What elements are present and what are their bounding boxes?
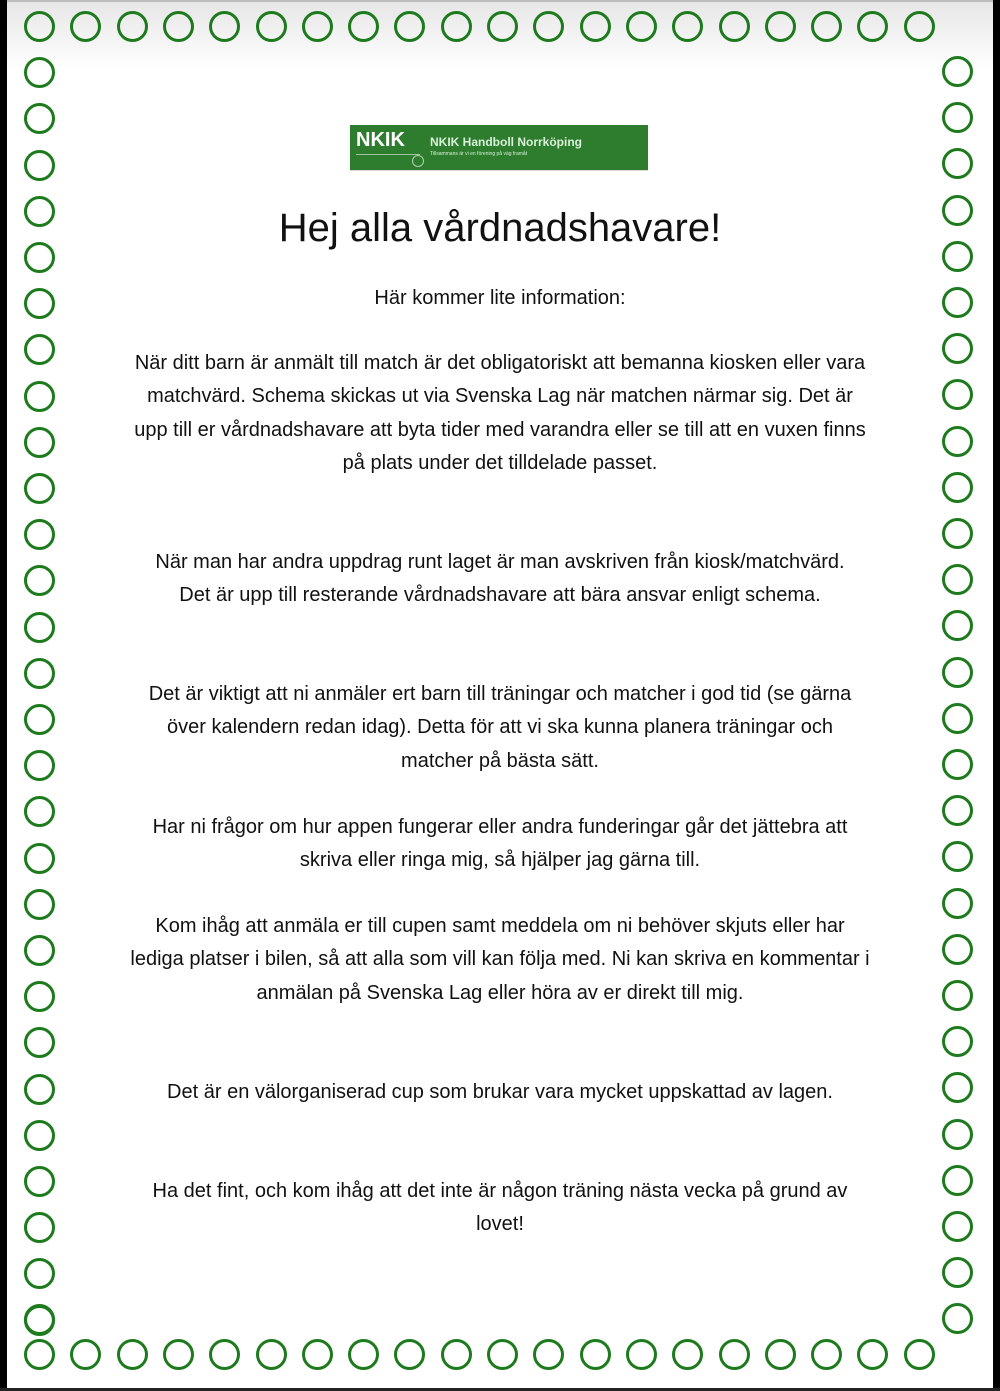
circle-ring-icon (857, 1339, 888, 1370)
circle-ring-icon (24, 150, 55, 181)
circle-ring-icon (24, 1166, 55, 1197)
circle-ring-icon (24, 1212, 55, 1243)
circle-ring-icon (904, 1339, 935, 1370)
circle-ring-icon (672, 1339, 703, 1370)
top-edge-line (7, 0, 993, 2)
circle-ring-icon (24, 1074, 55, 1105)
logo-mark-underline (356, 154, 420, 158)
circle-ring-icon (441, 11, 472, 42)
circle-ring-icon (24, 103, 55, 134)
circle-ring-icon (441, 1339, 472, 1370)
circle-ring-icon (765, 1339, 796, 1370)
circle-ring-icon (719, 11, 750, 42)
circle-ring-icon (24, 334, 55, 365)
circle-ring-icon (24, 565, 55, 596)
circle-ring-icon (24, 1304, 55, 1335)
club-logo-banner (350, 125, 648, 171)
circle-ring-icon (626, 11, 657, 42)
circle-ring-icon (942, 980, 973, 1011)
paragraph-match-duty: När ditt barn är anmält till match är det obligatoriskt att bemanna kiosken eller vara matchvärd. Schema skickas ut via Svenska Lag när matchen närmar sig. Det är upp till er vårdnadshavare att byta tider med varandra eller se till att en vuxen finns på plats under det tilldelade passet. (134, 352, 866, 474)
circle-ring-icon (302, 1339, 333, 1370)
circle-ring-icon (719, 1339, 750, 1370)
paragraph-registration: Det är viktigt att ni anmäler ert barn till träningar och matcher i god tid (se gärna över kalendern redan idag). Detta för att vi ska kunna planera träningar och matcher på bästa sätt. (148, 683, 852, 772)
circle-ring-icon (942, 657, 973, 688)
circle-ring-icon (942, 472, 973, 503)
circle-ring-icon (24, 1120, 55, 1151)
circle-ring-icon (209, 1339, 240, 1370)
circle-ring-icon (672, 11, 703, 42)
circle-ring-icon (942, 934, 973, 965)
circle-ring-icon (942, 1257, 973, 1288)
circle-ring-icon (24, 519, 55, 550)
circle-ring-icon (24, 242, 55, 273)
paragraph-closing: Ha det fint, och kom ihåg att det inte är någon träning nästa vecka på grund av lovet! (152, 1180, 848, 1236)
circle-ring-icon (942, 287, 973, 318)
handball-icon (412, 155, 424, 167)
circle-ring-icon (117, 1339, 148, 1370)
circle-ring-icon (24, 889, 55, 920)
circle-ring-icon (942, 1165, 973, 1196)
circle-ring-icon (942, 888, 973, 919)
circle-ring-icon (117, 11, 148, 42)
circle-ring-icon (24, 288, 55, 319)
paragraph-other-duties: När man har andra uppdrag runt laget är man avskriven från kiosk/matchvärd. Det är upp till resterande vårdnadshavare att bära ansvar enligt schema. (155, 551, 845, 607)
circle-ring-icon (394, 1339, 425, 1370)
intro-text: Här kommer lite information: (374, 287, 626, 309)
circle-ring-icon (163, 11, 194, 42)
circle-ring-icon (580, 11, 611, 42)
circle-ring-icon (348, 11, 379, 42)
circle-ring-icon (942, 379, 973, 410)
circle-ring-icon (24, 427, 55, 458)
circle-ring-icon (942, 1303, 973, 1334)
circle-ring-icon (487, 11, 518, 42)
circle-ring-icon (209, 11, 240, 42)
circle-ring-icon (487, 1339, 518, 1370)
left-edge-bar (0, 0, 7, 1391)
circle-ring-icon (580, 1339, 611, 1370)
circle-ring-icon (24, 473, 55, 504)
circle-ring-icon (942, 148, 973, 179)
circle-ring-icon (811, 1339, 842, 1370)
paragraph-cup-signup: Kom ihåg att anmäla er till cupen samt meddela om ni behöver skjuts eller har lediga platser i bilen, så att alla som vill kan följa med. Ni kan skriva en kommentar i anmälan på Svenska Lag eller höra av er direkt till mig. (130, 915, 870, 1004)
circle-ring-icon (942, 195, 973, 226)
circle-ring-icon (765, 11, 796, 42)
circle-ring-icon (24, 704, 55, 735)
circle-ring-icon (942, 518, 973, 549)
right-edge-bar (993, 0, 1000, 1391)
circle-ring-icon (24, 57, 55, 88)
circle-ring-icon (942, 564, 973, 595)
logo-mark: NKIK (356, 129, 405, 151)
circle-ring-icon (24, 1258, 55, 1289)
circle-ring-icon (24, 1027, 55, 1058)
circle-ring-icon (70, 1339, 101, 1370)
circle-ring-icon (942, 703, 973, 734)
circle-ring-icon (24, 981, 55, 1012)
circle-ring-icon (256, 11, 287, 42)
paragraph-cup-info: Det är en välorganiserad cup som brukar vara mycket uppskattad av lagen. (167, 1081, 833, 1103)
circle-ring-icon (24, 658, 55, 689)
circle-ring-icon (256, 1339, 287, 1370)
circle-ring-icon (24, 750, 55, 781)
circle-ring-icon (24, 381, 55, 412)
circle-ring-icon (942, 333, 973, 364)
circle-ring-icon (24, 935, 55, 966)
circle-ring-icon (348, 1339, 379, 1370)
circle-ring-icon (942, 1072, 973, 1103)
circle-ring-icon (942, 1119, 973, 1150)
circle-ring-icon (942, 56, 973, 87)
circle-ring-icon (904, 11, 935, 42)
circle-ring-icon (942, 610, 973, 641)
paragraph-questions: Har ni frågor om hur appen fungerar eller andra funderingar går det jättebra att skriva eller ringa mig, så hjälper jag gärna till. (152, 816, 848, 872)
circle-ring-icon (942, 102, 973, 133)
circle-ring-icon (24, 1339, 55, 1370)
page-title: Hej alla vårdnadshavare! (278, 206, 722, 250)
circle-ring-icon (942, 1211, 973, 1242)
circle-ring-icon (163, 1339, 194, 1370)
circle-ring-icon (942, 1026, 973, 1057)
circle-ring-icon (942, 795, 973, 826)
logo-tagline: Tillsammans är vi en förening på väg framåt (430, 151, 528, 157)
circle-ring-icon (533, 1339, 564, 1370)
circle-ring-icon (942, 241, 973, 272)
circle-ring-icon (626, 1339, 657, 1370)
circle-ring-icon (942, 841, 973, 872)
circle-ring-icon (811, 11, 842, 42)
circle-ring-icon (302, 11, 333, 42)
logo-title: NKIK Handboll Norrköping (430, 135, 582, 149)
circle-ring-icon (24, 196, 55, 227)
circle-ring-icon (24, 612, 55, 643)
circle-ring-icon (942, 426, 973, 457)
circle-ring-icon (942, 749, 973, 780)
circle-ring-icon (24, 843, 55, 874)
circle-ring-icon (24, 11, 55, 42)
circle-ring-icon (24, 796, 55, 827)
